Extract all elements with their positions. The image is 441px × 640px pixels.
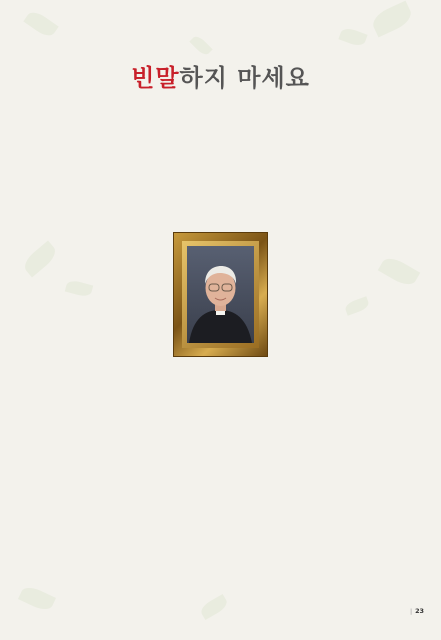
background-leaf [20, 241, 59, 278]
background-leaf [23, 8, 58, 39]
background-leaf [18, 584, 56, 614]
portrait-mat [182, 241, 259, 348]
background-leaf [65, 279, 93, 298]
background-leaf [198, 594, 229, 620]
background-leaf [189, 34, 212, 57]
title-rest: 하지 마세요 [179, 64, 310, 92]
article-title [0, 58, 441, 93]
background-leaf [378, 254, 420, 289]
body-column-right [233, 374, 417, 377]
body-column-left [30, 374, 214, 377]
intro-text [34, 131, 402, 133]
portrait-frame [174, 233, 267, 356]
background-leaf [344, 296, 371, 315]
priest-portrait-drawing [187, 246, 254, 343]
background-leaf [369, 1, 415, 38]
priest-portrait-image [187, 246, 254, 343]
footer-separator: | [409, 607, 413, 615]
page-number: 23 [415, 607, 424, 615]
page-footer [330, 607, 424, 615]
title-accent: 빈말 [131, 64, 180, 92]
background-leaf [338, 26, 367, 48]
